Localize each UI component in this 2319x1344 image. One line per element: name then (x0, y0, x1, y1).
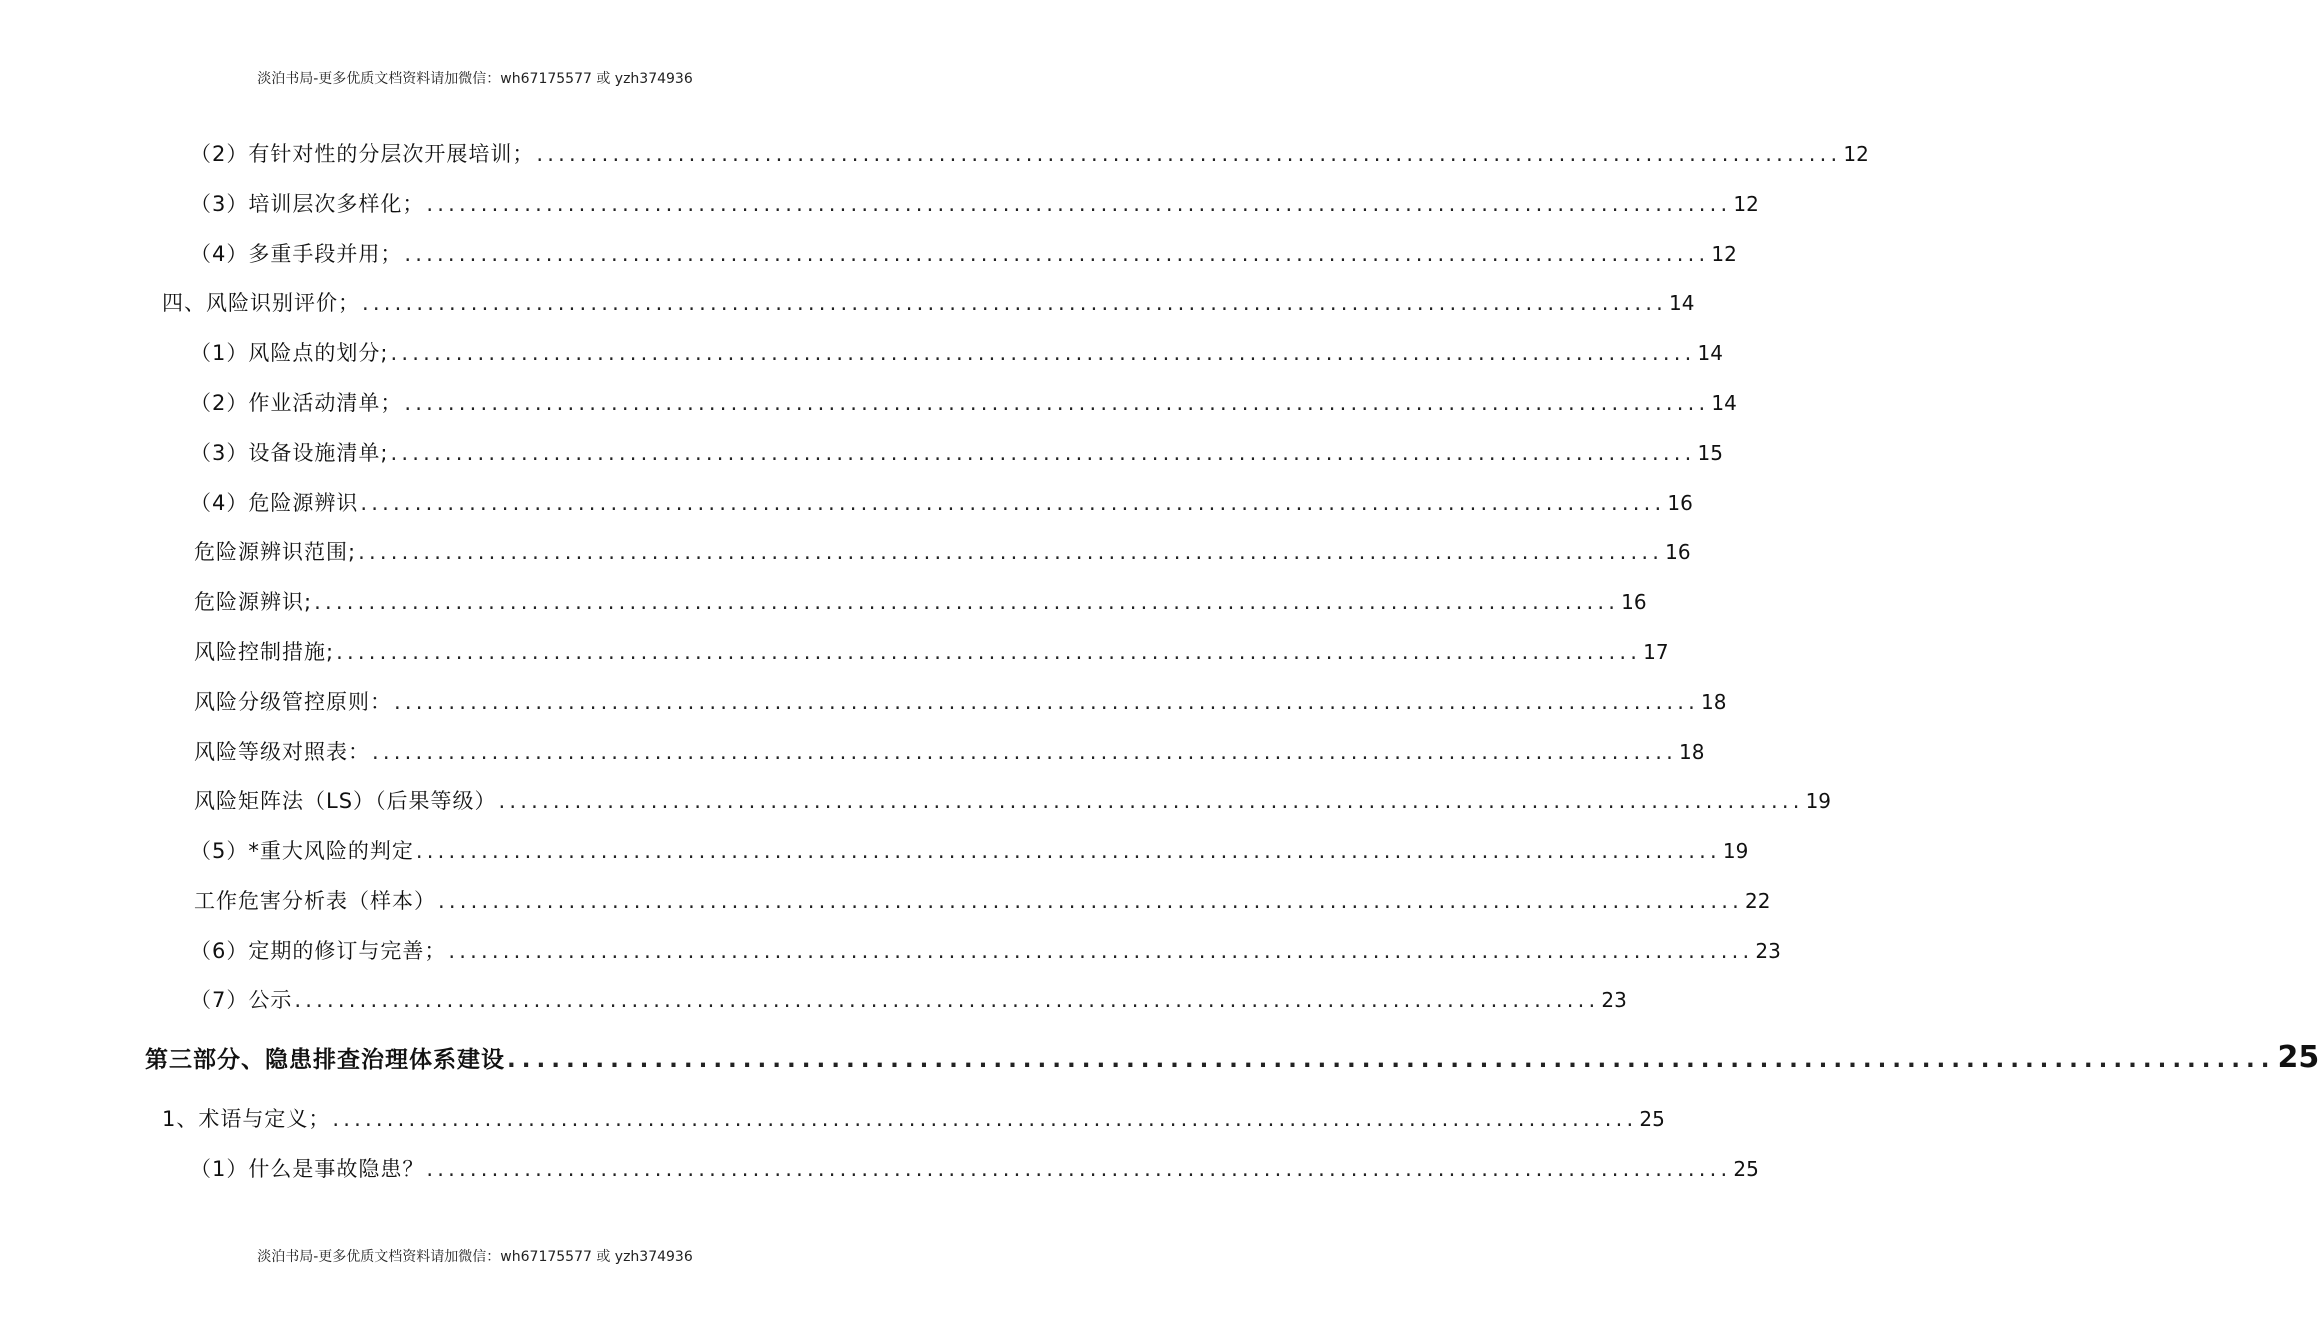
toc-entry[interactable] (190, 487, 1693, 517)
toc-page: 17 (1643, 640, 1669, 664)
toc-title: 风险控制措施; (194, 640, 335, 664)
toc-page: 19 (1805, 789, 1832, 813)
toc-leader: ........................................................................................................................ (404, 242, 1710, 266)
toc-leader: ........................................................................................................................ (314, 590, 1620, 614)
toc-leader: ........................................................................................................................ (336, 640, 1642, 664)
toc-leader: ........................................................................................................................ (498, 789, 1804, 813)
toc-title: 1、术语与定义； (162, 1107, 331, 1131)
toc-page: 14 (1669, 291, 1695, 315)
toc-leader: ........................................................................................................................ (332, 1107, 1638, 1131)
toc-title: （5）*重大风险的判定 (190, 839, 414, 863)
toc-page: 16 (1621, 590, 1647, 614)
toc-entry[interactable] (194, 885, 1771, 915)
toc-entry[interactable] (190, 835, 1749, 865)
toc-title: 风险矩阵法（LS）（后果等级） (194, 789, 497, 813)
toc-entry[interactable] (190, 935, 1781, 965)
toc-page: 16 (1667, 491, 1693, 515)
toc-page: 19 (1722, 839, 1749, 863)
toc-title: （6）定期的修订与完善； (190, 939, 447, 963)
toc-leader: ........................................................................................................................ (404, 391, 1710, 415)
toc-title: （2）作业活动清单； (190, 391, 403, 415)
toc-title: 危险源辨识; (194, 590, 313, 614)
toc-leader: ........................................................................................................................ (390, 341, 1696, 365)
toc-leader: ........................................................................................................................ (426, 1157, 1732, 1181)
toc-title: （1）风险点的划分; (190, 341, 389, 365)
toc-entry[interactable] (194, 636, 1669, 666)
toc-entry[interactable] (194, 785, 1832, 815)
toc-entry[interactable] (162, 1103, 1665, 1133)
toc-leader: ........................................................................................................................ (362, 291, 1668, 315)
toc-leader: ........................................................................................................................ (448, 939, 1754, 963)
toc-title: 四、风险识别评价； (162, 291, 360, 315)
toc-title: 工作危害分析表（样本） (194, 889, 436, 913)
toc-title: （3）设备设施清单; (190, 441, 389, 465)
toc-leader: ........................................................................................................................ (360, 491, 1666, 515)
toc-page: 23 (1755, 939, 1781, 963)
toc-entry[interactable] (190, 984, 1627, 1014)
toc-leader: ........................................................................................................................ (394, 690, 1700, 714)
toc-entry[interactable] (194, 536, 1691, 566)
toc-leader: ........................................................................................................................ (426, 192, 1732, 216)
toc-title: （3）培训层次多样化； (190, 192, 425, 216)
toc-title: （2）有针对性的分层次开展培训； (190, 142, 535, 166)
toc-title: 危险源辨识范围; (194, 540, 357, 564)
toc-title: （4）多重手段并用； (190, 242, 403, 266)
toc-entry[interactable] (190, 188, 1759, 218)
toc-title: （4）危险源辨识 (190, 491, 359, 515)
toc-leader: ........................................................................................................................ (358, 540, 1664, 564)
toc-page: 25 (1639, 1107, 1665, 1131)
toc-page: 12 (1733, 192, 1759, 216)
toc-page: 16 (1665, 540, 1691, 564)
toc-title: 风险分级管控原则： (194, 690, 392, 714)
page-header: 淡泊书局-更多优质文档资料请加微信：wh67175577 或 yzh374936 (257, 71, 693, 87)
toc-entry[interactable] (194, 736, 1705, 766)
toc-page: 14 (1711, 391, 1737, 415)
toc-title: （7）公示 (190, 988, 293, 1012)
toc-leader: ........................................................................................................................ (294, 988, 1600, 1012)
toc-leader: ........................................................................................................................ (390, 441, 1696, 465)
toc-title: 风险等级对照表： (194, 740, 370, 764)
toc-entry[interactable] (162, 287, 1695, 317)
toc-page: 12 (1711, 242, 1737, 266)
toc-entry[interactable] (194, 586, 1647, 616)
toc-leader: ........................................................................................................................ (536, 142, 1842, 166)
toc-entry[interactable] (190, 437, 1723, 467)
toc-title: （1）什么是事故隐患？ (190, 1157, 425, 1181)
toc-title: 第三部分、隐患排查治理体系建设 (145, 1047, 505, 1073)
toc-entry[interactable] (190, 387, 1737, 417)
toc-page: 14 (1697, 341, 1723, 365)
toc-entry[interactable] (190, 1153, 1759, 1183)
toc-page: 25 (2277, 1040, 2319, 1075)
toc-entry[interactable] (190, 337, 1723, 367)
toc-leader: ........................................................................................................................ (507, 1047, 2276, 1073)
toc-page: 15 (1697, 441, 1723, 465)
toc-page: 22 (1745, 889, 1771, 913)
toc-page: 25 (1733, 1157, 1759, 1181)
toc-leader: ........................................................................................................................ (438, 889, 1744, 913)
toc-page: 18 (1679, 740, 1705, 764)
toc-leader: ........................................................................................................................ (415, 839, 1721, 863)
toc-entry[interactable] (190, 138, 1869, 168)
toc-leader: ........................................................................................................................ (372, 740, 1678, 764)
toc-page: 23 (1601, 988, 1627, 1012)
toc-part-heading[interactable] (145, 1040, 2319, 1075)
toc-entry[interactable] (190, 238, 1737, 268)
toc-page: 12 (1843, 142, 1869, 166)
page-footer: 淡泊书局-更多优质文档资料请加微信：wh67175577 或 yzh374936 (257, 1249, 693, 1265)
toc-entry[interactable] (194, 686, 1727, 716)
toc-page: 18 (1701, 690, 1727, 714)
